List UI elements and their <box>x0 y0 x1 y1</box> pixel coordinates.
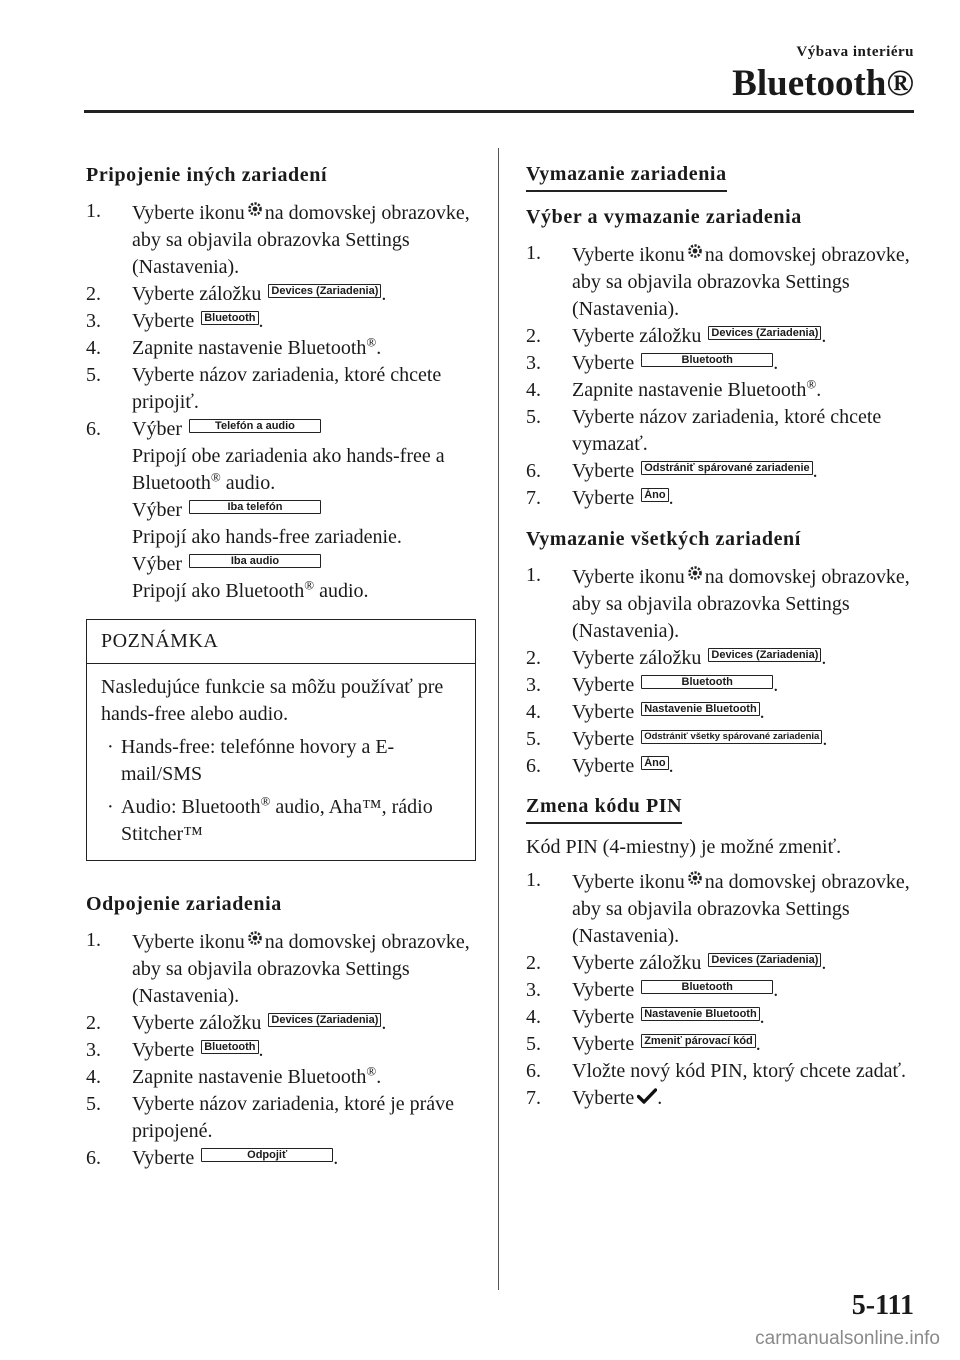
note-title: POZNÁMKA <box>87 620 475 664</box>
disconnect-button[interactable]: Odpojiť <box>201 1148 333 1162</box>
subsection-heading: Vymazanie všetkých zariadení <box>526 528 801 550</box>
step-text: Vyberte ikonu <box>572 244 685 266</box>
registered-mark: ® <box>210 469 221 485</box>
audio-only-button[interactable]: Iba audio <box>189 554 321 568</box>
note-text: Nasledujúce funkcie sa môžu používať pre hands-free alebo audio. <box>101 676 444 725</box>
step-number: 1. <box>86 929 101 951</box>
list-item <box>526 350 918 377</box>
step-number: 4. <box>86 337 101 359</box>
step-description: Pripojí ako hands-free zariadenie. <box>132 526 402 548</box>
step-text: na domovskej obrazovke, aby sa objavila obrazovka Settings (Nastavenia). <box>132 931 470 1007</box>
registered-mark: ® <box>304 577 315 593</box>
left-column <box>86 160 476 1184</box>
note-body <box>87 664 475 860</box>
step-text: Vyberte <box>132 1147 195 1169</box>
page-title: Bluetooth® <box>732 63 914 104</box>
list-item <box>526 977 918 1004</box>
step-text: Vyberte názov zariadenia, ktoré je práve pripojené. <box>132 1093 455 1142</box>
step-text: Vyberte <box>572 487 635 509</box>
step-number: 5. <box>526 406 541 428</box>
list-item <box>526 867 918 950</box>
subsection-heading: Výber a vymazanie zariadenia <box>526 206 802 228</box>
bluetooth-settings-button[interactable]: Nastavenie Bluetooth <box>641 702 759 716</box>
list-item <box>86 1010 476 1037</box>
list-item <box>86 198 476 281</box>
list-item <box>526 699 918 726</box>
list-item <box>86 281 476 308</box>
delete-paired-device-button[interactable]: Odstrániť spárované zariadenie <box>641 461 812 475</box>
list-item <box>526 377 918 404</box>
list-item <box>526 240 918 323</box>
step-text: . <box>773 352 779 374</box>
pin-steps <box>526 867 918 1112</box>
step-text: Vyberte <box>572 352 635 374</box>
step-text: Vyberte <box>572 1087 635 1109</box>
bullet-text: Hands-free: telefónne hovory a E-mail/SMS <box>121 736 395 785</box>
list-item <box>526 950 918 977</box>
phone-and-audio-button[interactable]: Telefón a audio <box>189 419 321 433</box>
section-heading: Vymazanie zariadenia <box>526 160 727 192</box>
step-text: Výber <box>132 418 182 440</box>
step-text: Vyberte záložku <box>132 1012 262 1034</box>
step-text: . <box>822 728 828 750</box>
step-number: 6. <box>86 418 101 440</box>
step-number: 1. <box>86 200 101 222</box>
step-number: 3. <box>86 310 101 332</box>
list-item <box>86 416 476 605</box>
step-text: . <box>657 1087 663 1109</box>
step-number: 7. <box>526 487 541 509</box>
step-text: na domovskej obrazovke, aby sa objavila obrazovka Settings (Nastavenia). <box>572 566 910 642</box>
devices-tab-button[interactable]: Devices (Zariadenia) <box>708 953 821 967</box>
step-text: . <box>821 325 827 347</box>
step-number: 1. <box>526 869 541 891</box>
bullet-dot: · <box>107 736 114 758</box>
list-item <box>86 927 476 1010</box>
step-number: 3. <box>526 979 541 1001</box>
step-number: 2. <box>86 1012 101 1034</box>
list-item <box>526 1031 918 1058</box>
step-number: 6. <box>526 1060 541 1082</box>
step-text: Zapnite nastavenie Bluetooth <box>132 1066 367 1088</box>
devices-tab-button[interactable]: Devices (Zariadenia) <box>708 648 821 662</box>
bullet-dot: · <box>107 796 114 818</box>
gear-icon <box>687 240 703 267</box>
right-column <box>526 160 918 1124</box>
step-text: na domovskej obrazovke, aby sa objavila obrazovka Settings (Nastavenia). <box>572 871 910 947</box>
step-number: 2. <box>86 283 101 305</box>
phone-only-button[interactable]: Iba telefón <box>189 500 321 514</box>
step-text: Vyberte ikonu <box>572 566 685 588</box>
step-text: Zapnite nastavenie Bluetooth <box>572 379 807 401</box>
header-kicker: Výbava interiéru <box>796 44 914 60</box>
registered-mark: ® <box>260 793 271 809</box>
step-text: Vyberte <box>572 1006 635 1028</box>
step-text: . <box>376 1066 382 1088</box>
column-divider <box>498 148 499 1290</box>
section-intro: Kód PIN (4-miestny) je možné zmeniť. <box>526 836 842 858</box>
step-number: 4. <box>526 379 541 401</box>
step-text: . <box>381 1012 387 1034</box>
step-text: Zapnite nastavenie Bluetooth <box>132 337 367 359</box>
list-item <box>86 1091 476 1145</box>
step-text: . <box>258 310 264 332</box>
list-item <box>526 562 918 645</box>
step-number: 3. <box>526 674 541 696</box>
step-number: 5. <box>526 1033 541 1055</box>
devices-tab-button[interactable]: Devices (Zariadenia) <box>708 326 821 340</box>
step-description: audio. <box>314 580 369 602</box>
step-text: Vyberte <box>132 310 195 332</box>
page-number: 5-111 <box>851 1290 914 1321</box>
step-text: . <box>821 647 827 669</box>
gear-icon <box>247 198 263 225</box>
step-text: na domovskej obrazovke, aby sa objavila obrazovka Settings (Nastavenia). <box>132 202 470 278</box>
list-item <box>526 645 918 672</box>
step-text: Vyberte <box>572 701 635 723</box>
checkmark-icon <box>637 1085 657 1112</box>
devices-tab-button[interactable]: Devices (Zariadenia) <box>268 1013 381 1027</box>
step-text: . <box>258 1039 264 1061</box>
list-item <box>86 362 476 416</box>
step-text: Vyberte <box>572 1033 635 1055</box>
list-item <box>526 1004 918 1031</box>
registered-mark: ® <box>806 376 817 392</box>
list-item <box>86 335 476 362</box>
gear-icon <box>247 927 263 954</box>
list-item <box>526 726 918 753</box>
step-text: . <box>812 460 818 482</box>
step-text: Vyberte <box>572 755 635 777</box>
step-number: 4. <box>526 701 541 723</box>
step-number: 2. <box>526 325 541 347</box>
step-text: . <box>755 1033 761 1055</box>
step-description: Pripojí ako Bluetooth <box>132 580 305 602</box>
list-item <box>526 672 918 699</box>
delete-all-paired-devices-button[interactable]: Odstrániť všetky spárované zariadenia <box>641 730 822 744</box>
disconnect-steps <box>86 927 476 1172</box>
watermark: carmanualsonline.info <box>755 1328 940 1349</box>
step-text: Vyberte záložku <box>572 325 702 347</box>
section-heading: Pripojenie iných zariadení <box>86 164 328 186</box>
step-text: Vyberte <box>132 1039 195 1061</box>
list-item <box>86 1037 476 1064</box>
step-text: Vyberte názov zariadenia, ktoré chcete pripojiť. <box>132 364 442 413</box>
list-item <box>526 323 918 350</box>
step-number: 6. <box>526 755 541 777</box>
step-text: . <box>381 283 387 305</box>
step-number: 2. <box>526 952 541 974</box>
header-rule <box>84 110 914 113</box>
list-item <box>101 734 461 788</box>
step-text: Vložte nový kód PIN, ktorý chcete zadať. <box>572 1060 906 1082</box>
step-text: Vyberte záložku <box>132 283 262 305</box>
step-number: 5. <box>526 728 541 750</box>
list-item <box>526 485 918 512</box>
registered-mark: ® <box>366 1063 377 1079</box>
step-text: . <box>773 979 779 1001</box>
step-number: 3. <box>86 1039 101 1061</box>
step-text: Výber <box>132 499 182 521</box>
step-text: . <box>821 952 827 974</box>
bluetooth-button[interactable]: Bluetooth <box>641 675 773 689</box>
step-text: . <box>668 487 674 509</box>
step-text: Vyberte ikonu <box>132 931 245 953</box>
section-heading: Zmena kódu PIN <box>526 792 682 824</box>
change-pairing-code-button[interactable]: Zmeniť párovací kód <box>641 1034 756 1048</box>
step-text: na domovskej obrazovke, aby sa objavila obrazovka Settings (Nastavenia). <box>572 244 910 320</box>
step-text: . <box>759 1006 765 1028</box>
step-text: Vyberte záložku <box>572 952 702 974</box>
step-text: Vyberte <box>572 460 635 482</box>
step-description: Pripojí obe zariadenia ako hands-free a Bluetooth <box>132 445 445 494</box>
step-number: 6. <box>526 460 541 482</box>
delete-all-steps <box>526 562 918 780</box>
step-number: 4. <box>86 1066 101 1088</box>
step-number: 3. <box>526 352 541 374</box>
list-item <box>86 1064 476 1091</box>
yes-button[interactable]: Áno <box>641 756 668 770</box>
step-text: . <box>816 379 822 401</box>
step-number: 5. <box>86 364 101 386</box>
step-text: Vyberte <box>572 674 635 696</box>
step-text: Vyberte <box>572 728 635 750</box>
devices-tab-button[interactable]: Devices (Zariadenia) <box>268 284 381 298</box>
step-number: 2. <box>526 647 541 669</box>
gear-icon <box>687 867 703 894</box>
list-item <box>526 458 918 485</box>
list-item <box>86 308 476 335</box>
step-text: Vyberte názov zariadenia, ktoré chcete vymazať. <box>572 406 882 455</box>
note-box <box>86 619 476 861</box>
bullet-text: Audio: Bluetooth <box>121 796 261 818</box>
list-item <box>526 1085 918 1112</box>
step-text: Výber <box>132 553 182 575</box>
step-number: 1. <box>526 242 541 264</box>
step-text: . <box>376 337 382 359</box>
step-text: Vyberte ikonu <box>132 202 245 224</box>
step-text: Vyberte ikonu <box>572 871 685 893</box>
bluetooth-settings-button[interactable]: Nastavenie Bluetooth <box>641 1007 759 1021</box>
step-number: 5. <box>86 1093 101 1115</box>
step-text: . <box>333 1147 339 1169</box>
section-heading: Odpojenie zariadenia <box>86 893 282 915</box>
delete-one-steps <box>526 240 918 512</box>
bluetooth-button[interactable]: Bluetooth <box>201 311 258 325</box>
yes-button[interactable]: Áno <box>641 488 668 502</box>
bluetooth-button[interactable]: Bluetooth <box>641 353 773 367</box>
step-description: audio. <box>220 472 276 494</box>
step-text: . <box>759 701 765 723</box>
registered-mark: ® <box>366 334 377 350</box>
step-text: . <box>773 674 779 696</box>
list-item <box>526 753 918 780</box>
gear-icon <box>687 562 703 589</box>
step-text: Vyberte <box>572 979 635 1001</box>
bullet-text: audio, Aha™, rádio Stitcher™ <box>121 796 433 845</box>
step-number: 1. <box>526 564 541 586</box>
step-text: Vyberte záložku <box>572 647 702 669</box>
list-item <box>101 794 461 848</box>
list-item <box>526 404 918 458</box>
step-number: 6. <box>86 1147 101 1169</box>
list-item <box>526 1058 918 1085</box>
list-item <box>86 1145 476 1172</box>
bluetooth-button[interactable]: Bluetooth <box>641 980 773 994</box>
step-number: 7. <box>526 1087 541 1109</box>
step-number: 4. <box>526 1006 541 1028</box>
step-text: . <box>668 755 674 777</box>
connect-steps <box>86 198 476 605</box>
bluetooth-button[interactable]: Bluetooth <box>201 1040 258 1054</box>
